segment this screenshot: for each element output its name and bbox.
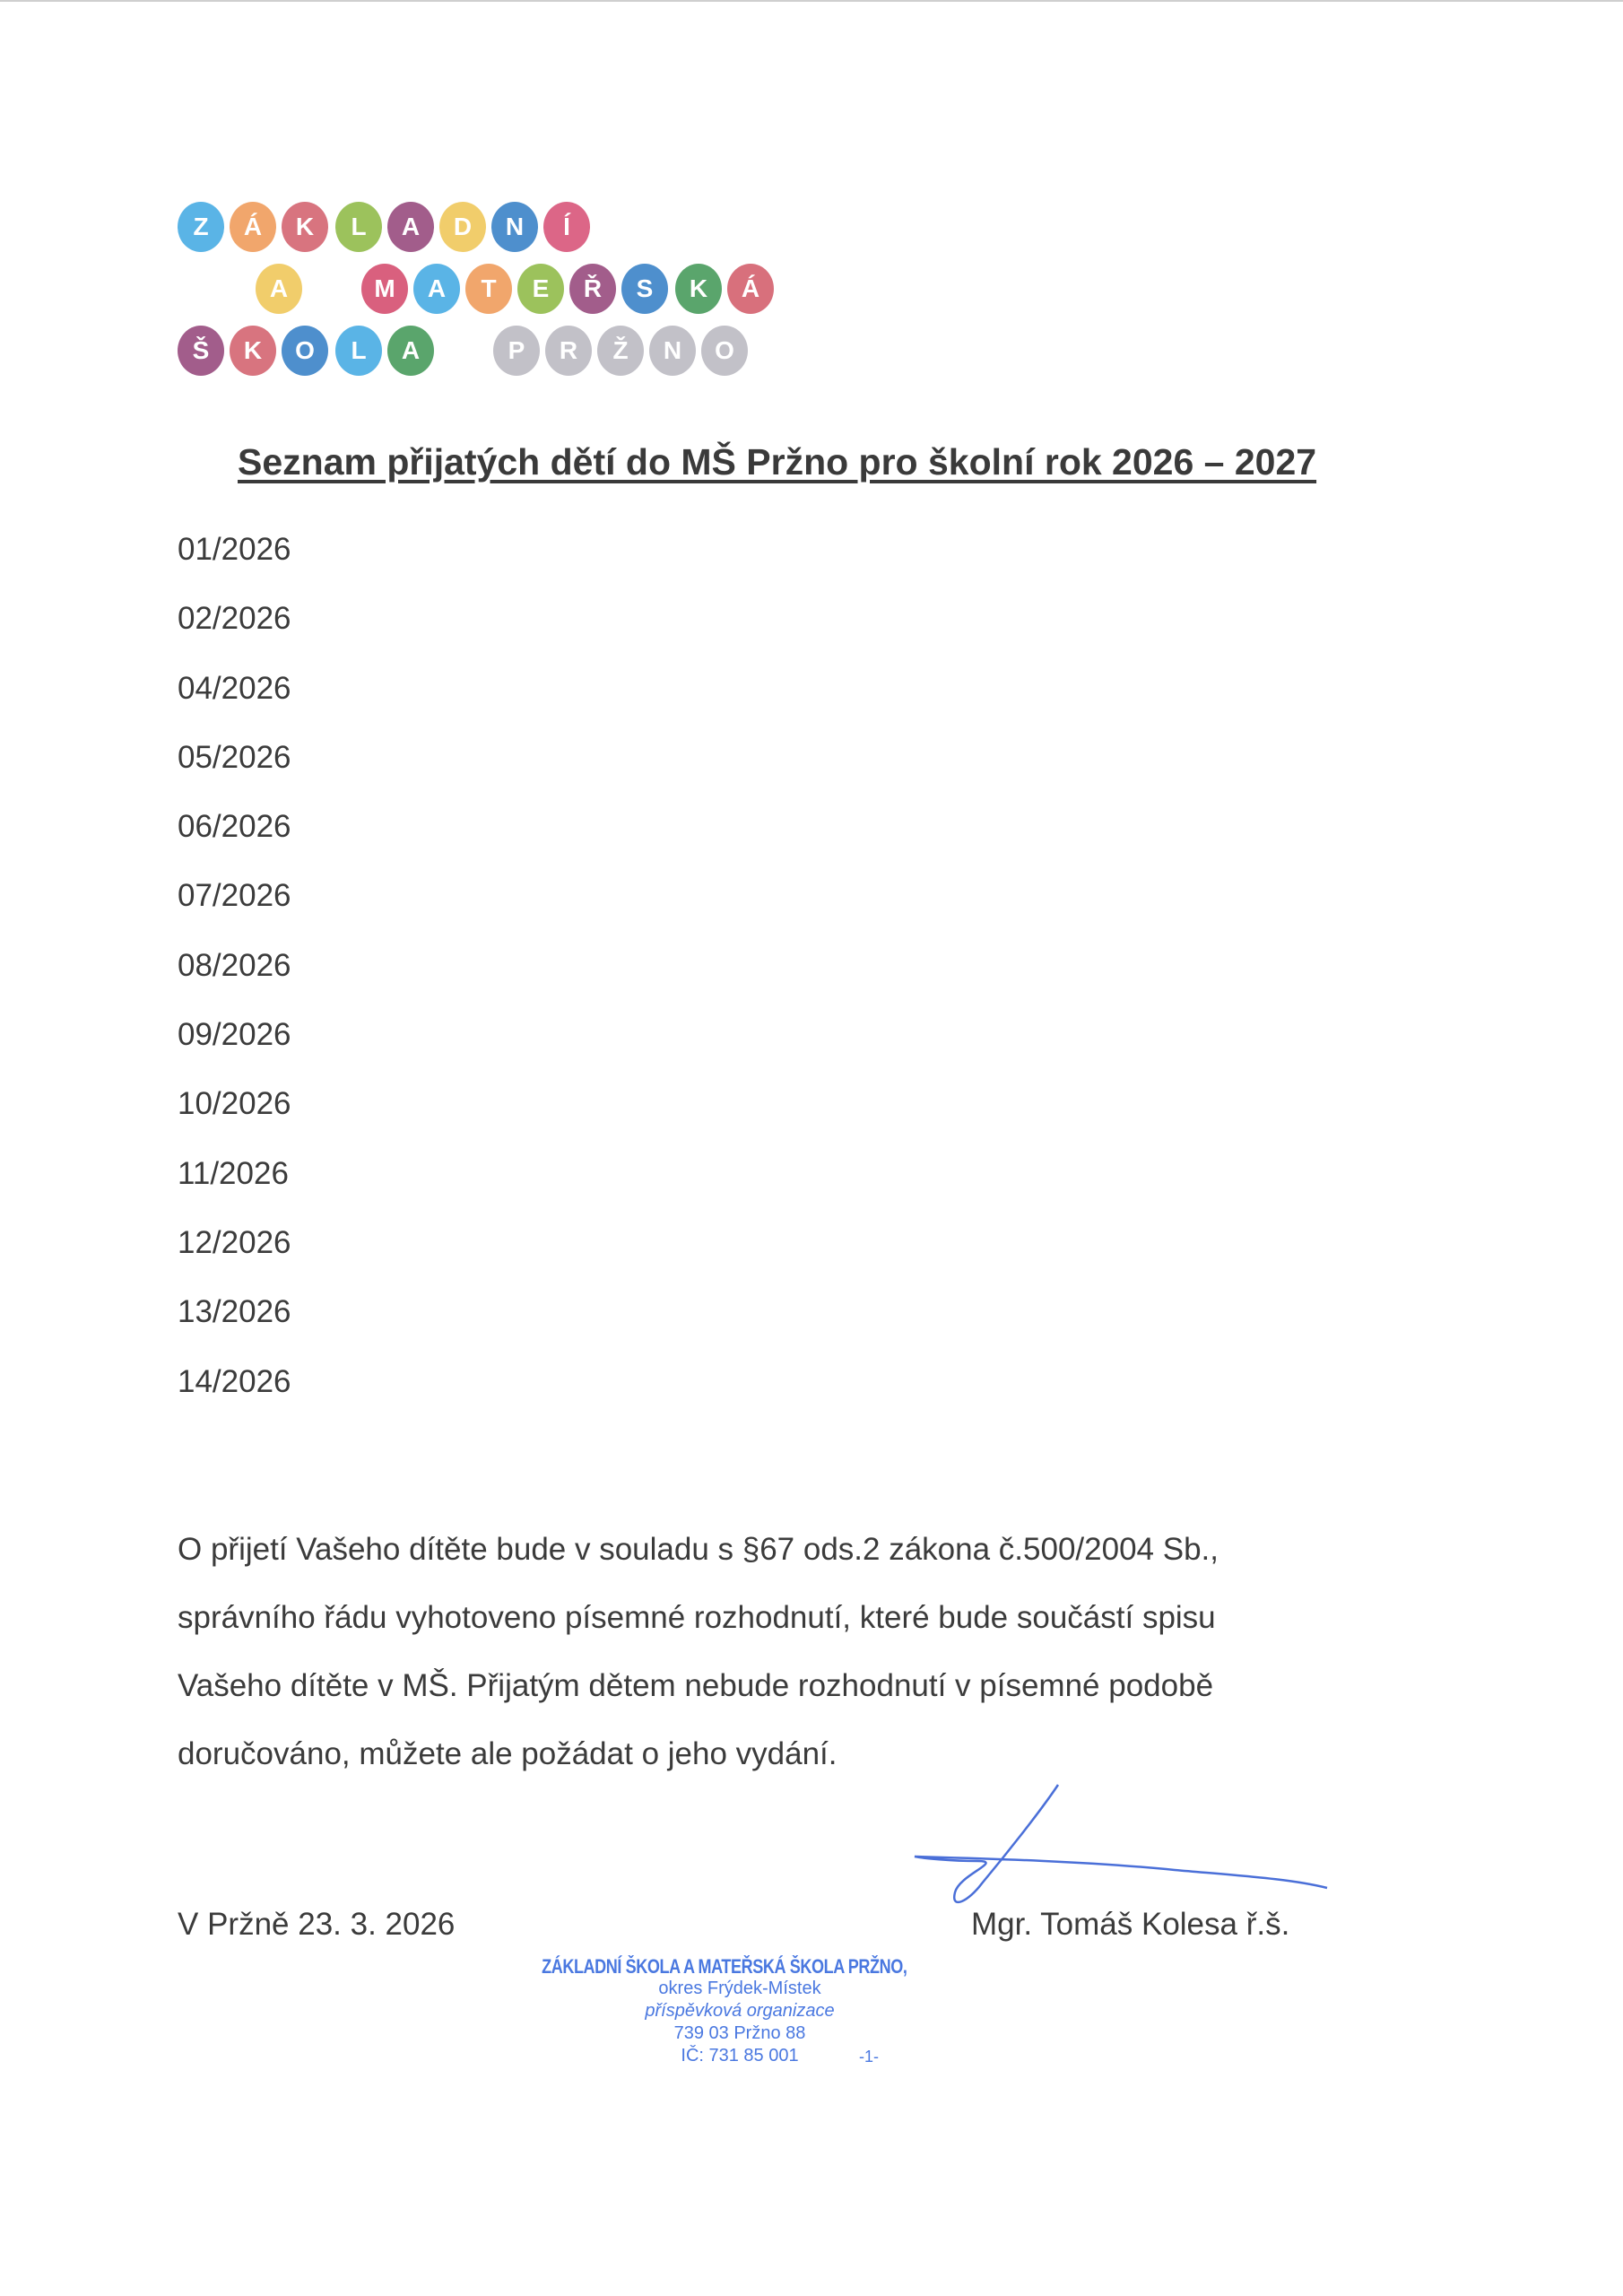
list-item: 04/2026 [178,670,291,706]
logo-letter-dot: D [439,202,486,252]
logo-letter-dot: Ž [597,326,644,376]
paragraph-line: doručováno, můžete ale požádat o jeho vydání. [178,1736,838,1771]
logo-letter-dot: O [282,326,328,376]
logo-letter-dot: M [361,264,408,314]
stamp-line: příspěvková organizace [645,2001,835,2021]
logo-letter-dot: Z [178,202,224,252]
school-stamp [538,1955,942,2067]
list-item: 07/2026 [178,878,291,914]
logo-letter-dot: S [621,264,668,314]
list-item: 01/2026 [178,532,291,567]
list-item: 02/2026 [178,601,291,637]
list-item: 08/2026 [178,947,291,983]
logo-letter-dot: A [413,264,460,314]
list-item: 05/2026 [178,739,291,775]
logo-letter-dot: A [387,202,434,252]
stamp-line: okres Frýdek-Místek [658,1979,821,1998]
stamp-line: ZÁKLADNÍ ŠKOLA A MATEŘSKÁ ŠKOLA PRŽNO, [542,1955,907,1978]
logo-letter-dot: E [517,264,564,314]
paragraph-line: Vašeho dítěte v MŠ. Přijatým dětem nebude rozhodnutí v písemné podobě [178,1668,1214,1703]
handwritten-signature [906,1776,1372,1919]
logo-letter-dot: L [335,202,382,252]
logo-letter-dot: P [493,326,540,376]
logo-letter-dot: O [701,326,748,376]
list-item: 13/2026 [178,1294,291,1330]
page-number: -1- [859,2048,879,2066]
document-title: Seznam přijatých dětí do MŠ Pržno pro školní rok 2026 – 2027 [238,441,1317,483]
list-item: 14/2026 [178,1363,291,1399]
notice-paragraph [178,1516,1433,1788]
stamp-line: IČ: 731 85 001 [681,2046,799,2066]
logo-letter-dot: Í [543,202,590,252]
place-and-date: V Pržně 23. 3. 2026 [178,1907,456,1942]
school-logo [0,0,1623,377]
list-item: 06/2026 [178,809,291,845]
logo-letter-dot: A [256,264,302,314]
stamp-line: 739 03 Pržno 88 [673,2023,806,2043]
list-item: 10/2026 [178,1086,291,1122]
logo-letter-dot: T [465,264,512,314]
logo-letter-dot: N [649,326,696,376]
logo-letter-dot: K [282,202,328,252]
signer-name: Mgr. Tomáš Kolesa ř.š. [971,1907,1290,1942]
logo-letter-dot: Š [178,326,224,376]
logo-letter-dot: Á [230,202,276,252]
logo-letter-dot: R [545,326,592,376]
logo-letter-dot: A [387,326,434,376]
logo-letter-dot: L [335,326,382,376]
logo-letter-dot: K [675,264,722,314]
paragraph-line: správního řádu vyhotoveno písemné rozhodnutí, které bude součástí spisu [178,1600,1216,1635]
list-item: 09/2026 [178,1017,291,1053]
list-item: 11/2026 [178,1155,289,1191]
logo-letter-dot: Á [727,264,774,314]
list-item: 12/2026 [178,1224,291,1260]
logo-letter-dot: N [491,202,538,252]
accepted-children-list [178,529,291,1431]
logo-letter-dot: K [230,326,276,376]
paragraph-line: O přijetí Vašeho dítěte bude v souladu s §67 ods.2 zákona č.500/2004 Sb., [178,1532,1219,1567]
logo-letter-dot: Ř [569,264,616,314]
